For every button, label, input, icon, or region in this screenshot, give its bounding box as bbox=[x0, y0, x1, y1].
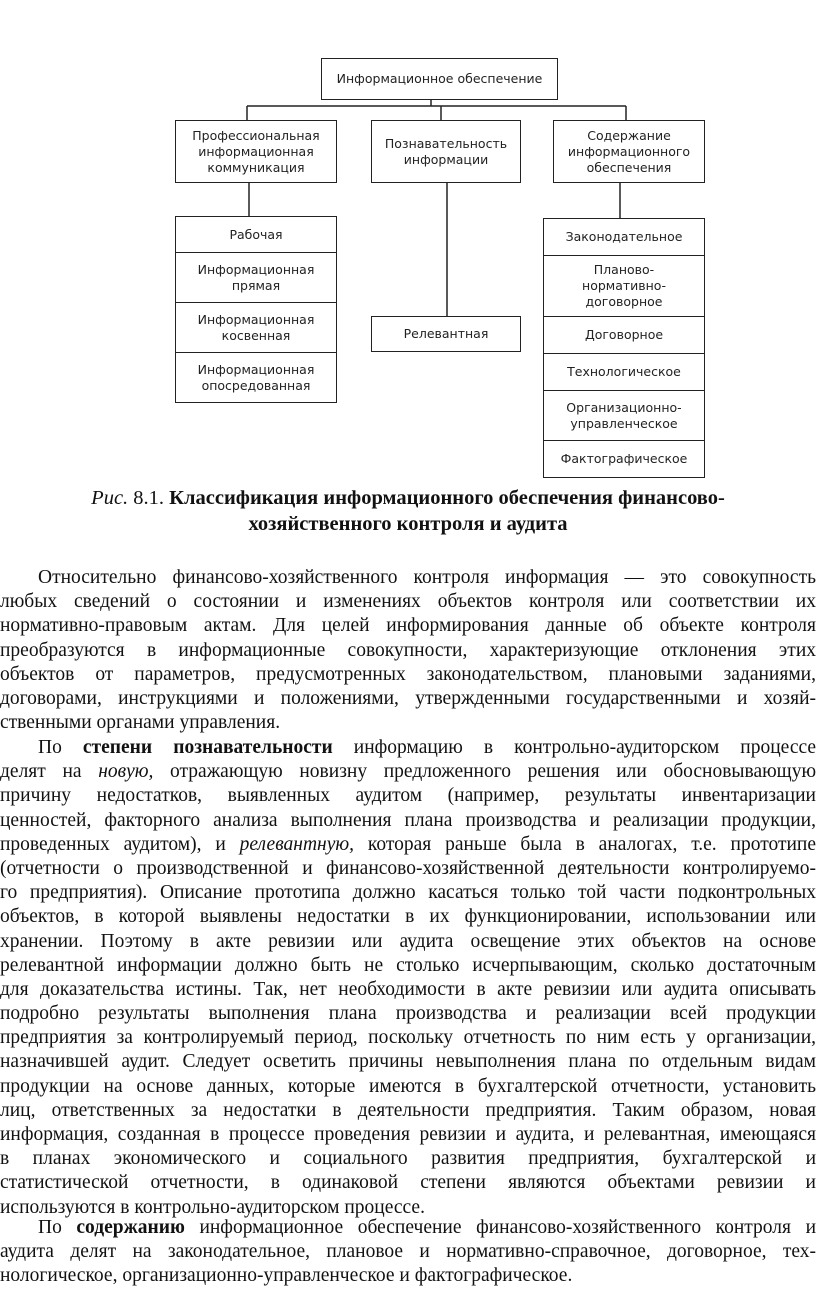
item-box bbox=[543, 316, 705, 354]
item-box bbox=[543, 390, 705, 441]
caption-title-line-2: хозяйственного контроля и аудита bbox=[248, 513, 568, 535]
text-run: информацию в контрольно-аудиторском процессе bbox=[353, 737, 816, 758]
text-line: Относительно финансово-хозяйственного контроля информация — это совокупность bbox=[38, 567, 816, 588]
item-box bbox=[371, 316, 521, 352]
item-label: Информационная опосредованная bbox=[197, 361, 315, 393]
text-line: подробно результаты выполнения плана производства и реализации всей продукции bbox=[0, 1003, 816, 1025]
caption-title-line-1: Классификация информационного обеспечения финансово- bbox=[169, 487, 725, 509]
text-line bbox=[0, 833, 816, 857]
item-box bbox=[175, 216, 337, 253]
text-line: объектов от параметров, предусмотренных законодательством, плановыми заданиями, bbox=[0, 663, 816, 685]
group-title: Познавательность информации bbox=[384, 135, 508, 167]
text-line: договорами, инструкциями и положениями, утвержденными государственными и хозяй- bbox=[0, 687, 816, 709]
item-box bbox=[175, 252, 337, 303]
item-label: Планово- нормативно- договорное bbox=[582, 262, 666, 309]
term-cognition: степени познавательности bbox=[82, 737, 333, 758]
root-box bbox=[321, 58, 558, 100]
text-line: (отчетности о производственной и финансово-хозяйственной деятельности контролируемо- bbox=[0, 857, 816, 879]
item-label: Фактографическое bbox=[560, 451, 688, 466]
text-line: используются в контрольно-аудиторском процессе. bbox=[0, 1196, 425, 1218]
text-line: назначившей аудит. Следует осветить причины невыполнения плана по отдельным видам bbox=[0, 1051, 816, 1073]
text-line: предприятия за контролируемый период, поскольку отчетность по ним есть у организации, bbox=[0, 1027, 816, 1049]
item-box bbox=[543, 255, 705, 317]
item-box bbox=[175, 352, 337, 403]
text-line: любых сведений о состоянии и изменениях объектов контроля или соответствии их bbox=[0, 591, 816, 613]
caption-number: 8.1. bbox=[133, 487, 165, 509]
item-label: Технологическое bbox=[567, 364, 681, 379]
group-title: Профессиональная информационная коммуникация bbox=[192, 127, 320, 175]
text-line: лиц, ответственных за недостатки в деятельности предприятия. Таким образом, новая bbox=[0, 1099, 816, 1121]
term-relevant: релевантную, bbox=[239, 833, 354, 855]
text-line: статистической отчетности, в одинаковой степени являются объектами ревизии и bbox=[0, 1172, 816, 1194]
text-line: го предприятия). Описание прототипа должно касаться только той части подконтрольных bbox=[0, 882, 816, 904]
text-line bbox=[0, 760, 816, 784]
item-label: Законодательное bbox=[565, 229, 683, 244]
group-title: Содержание информационного обеспечения bbox=[567, 127, 691, 175]
item-label: Информационная прямая bbox=[197, 261, 315, 293]
paragraph-1 bbox=[0, 566, 816, 735]
term-new: новую, bbox=[98, 761, 154, 783]
term-content: содержанию bbox=[76, 1217, 185, 1238]
text-line: причину недостатков, выявленных аудитом (например, результаты инвентаризации bbox=[0, 785, 816, 807]
text-line: преобразуются в информационные совокупности, характеризующие отклонения этих bbox=[0, 639, 816, 661]
text-line: информация, созданная в процессе проведения ревизии и аудита, и релевантная, имеющаяся bbox=[0, 1124, 816, 1145]
item-label: Информационная косвенная bbox=[197, 311, 315, 343]
text-line: продукции на основе данных, которые имеются в бухгалтерской отчетности, установить bbox=[0, 1075, 816, 1097]
text-line: ственными органами управления. bbox=[0, 712, 281, 734]
text-run: делят на bbox=[0, 761, 82, 783]
text-line: ценностей, факторного анализа выполнения плана производства и реализации продукции, bbox=[0, 809, 816, 831]
text-line: нормативно-правовым актам. Для целей информирования данные об объекте контроля bbox=[0, 615, 816, 637]
text-run: проведенных аудитом), и bbox=[0, 833, 226, 855]
item-label: Организационно- управленческое bbox=[566, 399, 682, 431]
item-label: Рабочая bbox=[229, 226, 283, 242]
item-label: Релевантная bbox=[403, 326, 489, 341]
text-line: объектов, в которой выявлены недостатки в их функционировании, использовании или bbox=[0, 906, 816, 928]
root-label: Информационное обеспечение bbox=[336, 71, 543, 86]
paragraph-3 bbox=[0, 1216, 816, 1289]
text-line: в планах экономического и социального развития предприятия, бухгалтерской и bbox=[0, 1148, 816, 1170]
text-run: По bbox=[38, 737, 62, 758]
item-box bbox=[543, 440, 705, 478]
figure-caption bbox=[40, 485, 776, 537]
text-line: релевантной информации должно быть не столько исчерпывающим, сколько достаточным bbox=[0, 954, 816, 976]
text-run: которая раньше была в аналогах, т.е. прототипе bbox=[367, 833, 816, 855]
text-line bbox=[0, 1216, 816, 1240]
text-run: информационное обеспечение финансово-хозяйственного контроля и bbox=[199, 1217, 816, 1238]
item-box bbox=[543, 353, 705, 391]
text-line: хранении. Поэтому в акте ревизии или аудита освещение этих объектов на основе bbox=[0, 930, 816, 952]
item-box bbox=[175, 302, 337, 353]
text-line: нологическое, организационно-управленческое и фактографическое. bbox=[0, 1265, 573, 1287]
text-line bbox=[0, 736, 816, 760]
text-run: По bbox=[38, 1217, 62, 1238]
item-label: Договорное bbox=[584, 327, 664, 342]
caption-line-2 bbox=[40, 511, 776, 537]
group-box-cognition bbox=[371, 120, 521, 183]
caption-line-1 bbox=[40, 485, 776, 511]
item-box bbox=[543, 218, 705, 256]
group-box-content bbox=[553, 120, 705, 183]
text-line: аудита делят на законодательное, плановое и нормативно-справочное, договорное, тех- bbox=[0, 1241, 816, 1263]
text-run: отражающую новизну предложенного решения или обосновывающую bbox=[170, 761, 816, 783]
paragraph-2 bbox=[0, 736, 816, 1220]
caption-prefix: Рис. bbox=[91, 487, 129, 509]
text-line: для доказательства истины. Так, нет необходимости в акте ревизии или аудита описывать bbox=[0, 978, 816, 1000]
group-box-communication bbox=[175, 120, 337, 183]
